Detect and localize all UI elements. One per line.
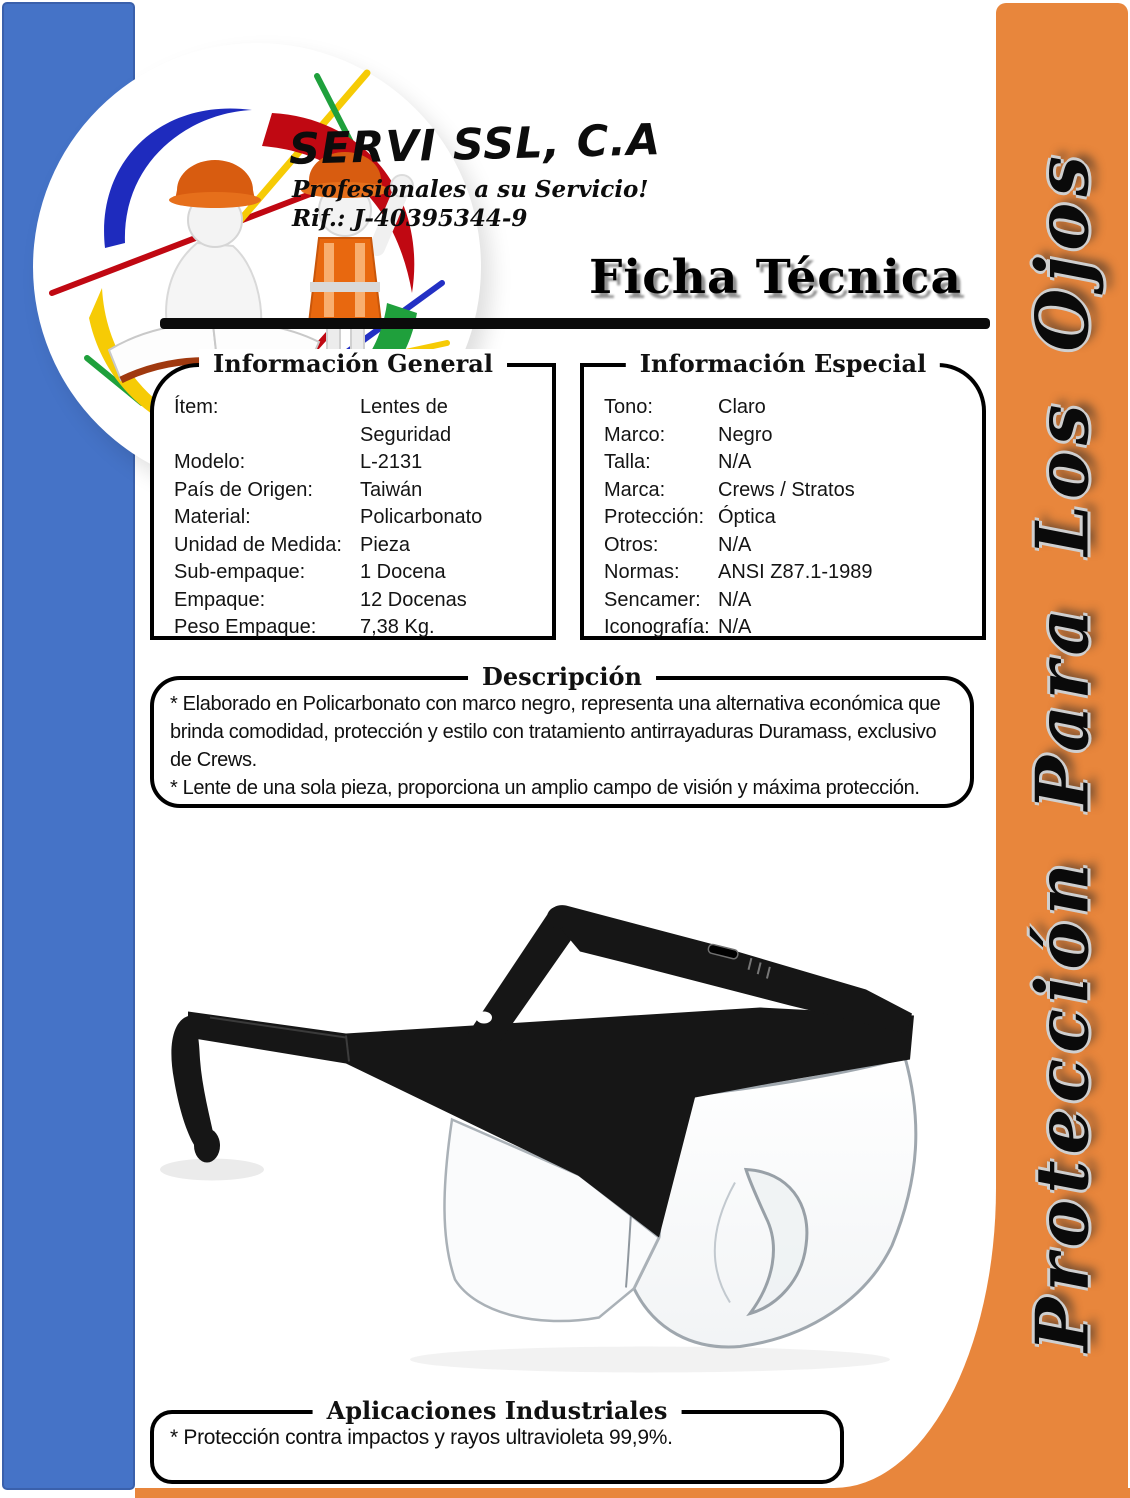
info-row: [174, 477, 544, 505]
info-value: 12 Docenas: [360, 588, 467, 611]
info-value: ANSI Z87.1-1989: [718, 561, 873, 583]
info-value: 1 Docena: [360, 561, 446, 583]
info-value: N/A: [718, 588, 752, 611]
info-label: Talla:: [604, 451, 651, 473]
info-row: [604, 559, 974, 587]
info-row: [604, 504, 974, 532]
info-value: Pieza: [360, 533, 411, 556]
info-general-title: Información General: [199, 349, 507, 378]
descripcion-paragraph: * Lente de una sola pieza, proporciona un amplio campo de visión y máxima protección.: [170, 777, 920, 799]
info-value: Claro: [718, 396, 766, 418]
info-value: Óptica: [718, 506, 776, 528]
info-label: Peso Empaque:: [174, 616, 317, 638]
product-photo-safety-glasses: [150, 845, 940, 1380]
info-row: [604, 422, 974, 450]
aplicaciones-box: [150, 1396, 844, 1484]
info-row: [604, 394, 974, 422]
info-row: [174, 587, 544, 615]
descripcion-body: [154, 680, 970, 802]
info-label: Otros:: [604, 533, 659, 556]
info-row: [604, 532, 974, 560]
info-row: [174, 559, 544, 587]
info-general-rows: [174, 394, 544, 642]
info-row: [174, 504, 544, 532]
info-label: Ítem:: [174, 396, 219, 418]
info-row: [604, 614, 974, 642]
info-label: Normas:: [604, 561, 680, 583]
info-value: Negro: [718, 423, 773, 446]
info-label: Sencamer:: [604, 588, 701, 611]
info-value: N/A: [718, 451, 752, 473]
info-especial-rows: [604, 394, 974, 642]
descripcion-box: [150, 662, 974, 808]
side-banner-text: Protección Para Los Ojos: [1019, 149, 1105, 1352]
info-label: Protección:: [604, 506, 705, 528]
info-row: [604, 449, 974, 477]
company-rif: Rif.: J-40395344-9: [292, 205, 528, 232]
info-value: 7,38 Kg.: [360, 616, 435, 638]
info-row: [174, 394, 544, 449]
info-especial-title: Información Especial: [626, 349, 940, 378]
descripcion-paragraph: * Elaborado en Policarbonato con marco negro, representa una alternativa económica que brinda comodidad, protección y estilo con tratamiento antirrayaduras Duramass, exclusivo de Crews.: [170, 693, 941, 771]
info-value: N/A: [718, 616, 752, 638]
aplicaciones-title: Aplicaciones Industriales: [313, 1396, 682, 1425]
info-value: Lentes de Seguridad: [360, 396, 452, 446]
info-label: País de Origen:: [174, 478, 313, 501]
side-banner: [996, 3, 1128, 1498]
info-value: Crews / Stratos: [718, 478, 855, 501]
reader-figure-icon: [109, 160, 319, 380]
info-row: [604, 477, 974, 505]
info-label: Empaque:: [174, 588, 266, 611]
info-label: Tono:: [604, 396, 653, 418]
info-value: L-2131: [360, 451, 423, 473]
info-value: N/A: [718, 533, 752, 556]
info-row: [604, 587, 974, 615]
info-label: Modelo:: [174, 451, 246, 473]
company-name: SERVI SSL, C.A: [288, 115, 662, 175]
info-row: [174, 449, 544, 477]
title-rule: [160, 318, 990, 329]
bottom-orange-strip: [135, 1488, 1130, 1498]
info-label: Material:: [174, 506, 251, 528]
info-value: Taiwán: [360, 478, 423, 501]
info-label: Marca:: [604, 478, 666, 501]
info-label: Unidad de Medida:: [174, 533, 342, 556]
aplicaciones-paragraph: * Protección contra impactos y rayos ultravioleta 99,9%.: [170, 1426, 673, 1449]
info-row: [174, 532, 544, 560]
page-title: Ficha Técnica: [588, 250, 962, 305]
company-tagline: Profesionales a su Servicio!: [292, 176, 649, 203]
info-label: Marco:: [604, 423, 666, 446]
info-row: [174, 614, 544, 642]
info-especial-box: [580, 349, 986, 640]
info-label: Sub-empaque:: [174, 561, 306, 583]
info-general-box: [150, 349, 556, 640]
info-label: Iconografía:: [604, 616, 710, 638]
info-value: Policarbonato: [360, 506, 483, 528]
descripcion-title: Descripción: [468, 662, 656, 691]
